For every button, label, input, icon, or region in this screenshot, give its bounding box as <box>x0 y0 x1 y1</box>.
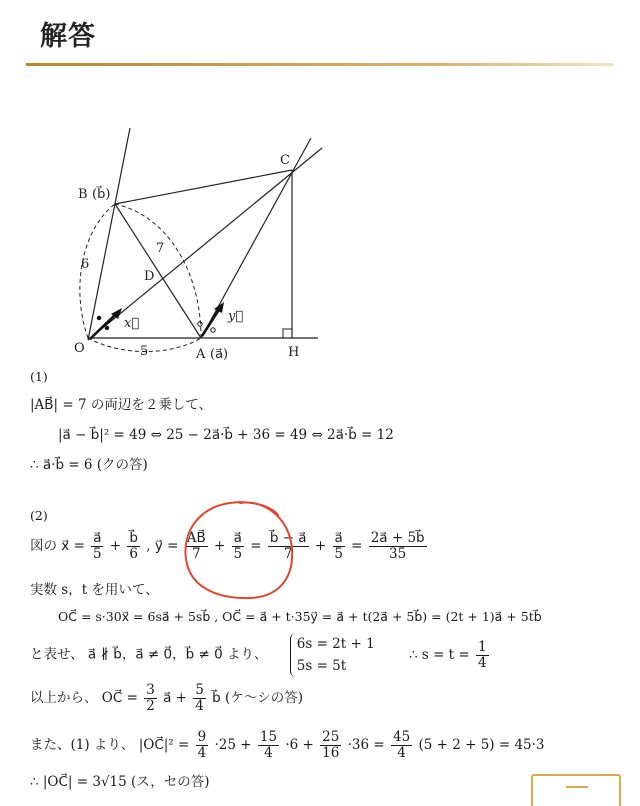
part2-line6 <box>30 730 545 761</box>
oc-squared-prefix: また、(1) より、 |OC⃗|² = <box>30 737 190 753</box>
part2-line2: 実数 s，t を用いて、 <box>30 582 159 598</box>
equals-sign: = <box>351 538 363 554</box>
part2-line7: ∴ |OC⃗| = 3√15 (ス，セの答) <box>30 774 210 790</box>
frac-ab-7: $\frac{AB⃗}{7}$ <box>186 530 206 562</box>
part2-heading: (2) <box>30 508 48 523</box>
label-b: B <box>78 187 88 202</box>
plus-sign: + <box>314 538 327 554</box>
menu-button[interactable] <box>531 774 621 806</box>
frac-b-6: $\frac{b⃗}{6}$ <box>129 530 138 562</box>
frac-a-5: $\frac{a⃗}{5}$ <box>93 530 102 562</box>
part1-line2: |a⃗ − b⃗|² = 49 ⇔ 25 − 2a⃗·b⃗ + 36 = 49 ⇔ 2a⃗·b⃗ = 12 <box>58 427 394 443</box>
eq-x-prefix: 図の x⃗ = <box>30 538 85 554</box>
line-o-extended <box>88 128 130 340</box>
menu-icon <box>566 786 588 788</box>
label-y-vec: y⃗ <box>228 309 244 324</box>
label-h: H <box>288 345 300 360</box>
frac-45-4: $\frac{45}{4}$ <box>393 729 411 761</box>
label-a-vec: (a⃗) <box>210 347 229 362</box>
system-of-equations: 6s = 2t + 1 5s = 5t <box>290 633 375 677</box>
frac-25-16: $\frac{25}{16}$ <box>322 729 340 761</box>
part1-line1: |AB⃗| = 7 の両辺を２乗して、 <box>30 397 213 413</box>
angle-circle-2 <box>211 328 215 332</box>
label-d: D <box>144 269 155 284</box>
oc-result-prefix: 以上から、 OC⃗ = <box>30 690 138 706</box>
frac-bma-7: $\frac{b⃗ - a⃗}{7}$ <box>269 530 307 562</box>
term-2: ·6 + <box>285 737 314 753</box>
part2-line3: OC⃗ = s·30x⃗ = 6sa⃗ + 5sb⃗ , OC⃗ = a⃗ + t·35y⃗ = a⃗ + t(2a⃗ + 5b⃗) = (2t + 1)a⃗ + 5tb⃗ <box>58 609 542 624</box>
part2-line4 <box>30 633 491 677</box>
plus-sign: + <box>109 538 122 554</box>
frac-3-2: $\frac{3}{2}$ <box>146 682 155 714</box>
part2-line5 <box>30 683 303 714</box>
title-divider <box>26 63 614 66</box>
part1-heading: (1) <box>30 369 48 384</box>
line-bc <box>115 170 292 204</box>
term-1: ·25 + <box>214 737 252 753</box>
label-b-vec: (b⃗) <box>92 187 111 202</box>
condition-text: と表せ、 a⃗ ∦ b⃗，a⃗ ≠ 0⃗，b⃗ ≠ 0⃗ より、 <box>30 646 268 663</box>
oc-squared-suffix: (5 + 2 + 5) = 45·3 <box>418 737 545 753</box>
plus-sign: + <box>214 538 226 554</box>
label-o: O <box>74 341 85 356</box>
equals-sign: = <box>250 538 262 554</box>
geometry-figure <box>26 120 326 365</box>
term-3: ·36 = <box>347 737 385 753</box>
angle-dot-1 <box>97 316 101 320</box>
label-a: A <box>196 347 206 362</box>
frac-1-4: $\frac{1}{4}$ <box>478 638 487 671</box>
label-len-ab: 7 <box>156 241 165 256</box>
oc-result-mid: a⃗ + <box>163 690 187 706</box>
frac-a-5-c: $\frac{a⃗}{5}$ <box>334 530 343 562</box>
frac-y-result: $\frac{2a⃗ + 5b⃗}{35}$ <box>370 530 425 562</box>
therefore-s-t: ∴ s = t = <box>408 646 470 663</box>
frac-5-4: $\frac{5}{4}$ <box>195 682 204 714</box>
label-len-ob: 6 <box>81 257 90 272</box>
part1-line3: ∴ a⃗·b⃗ = 6 (クの答) <box>30 457 148 473</box>
angle-dot-2 <box>105 326 109 330</box>
right-angle-mark <box>283 329 292 338</box>
eq-y-prefix: , y⃗ = <box>146 538 179 554</box>
label-x-vec: x⃗ <box>124 316 140 331</box>
frac-15-4: $\frac{15}{4}$ <box>259 729 278 761</box>
oc-result-suffix: b⃗ (ケ〜シの答) <box>212 690 304 706</box>
label-len-oa: 5 <box>140 344 149 359</box>
page-title: 解答 <box>40 21 96 52</box>
frac-9-4: $\frac{9}{4}$ <box>197 729 207 761</box>
line-oc <box>88 148 322 340</box>
vector-x <box>90 313 117 339</box>
frac-a-5-b: $\frac{a⃗}{5}$ <box>233 530 243 562</box>
label-c: C <box>280 153 290 168</box>
handwritten-circle-annotation <box>180 497 295 602</box>
